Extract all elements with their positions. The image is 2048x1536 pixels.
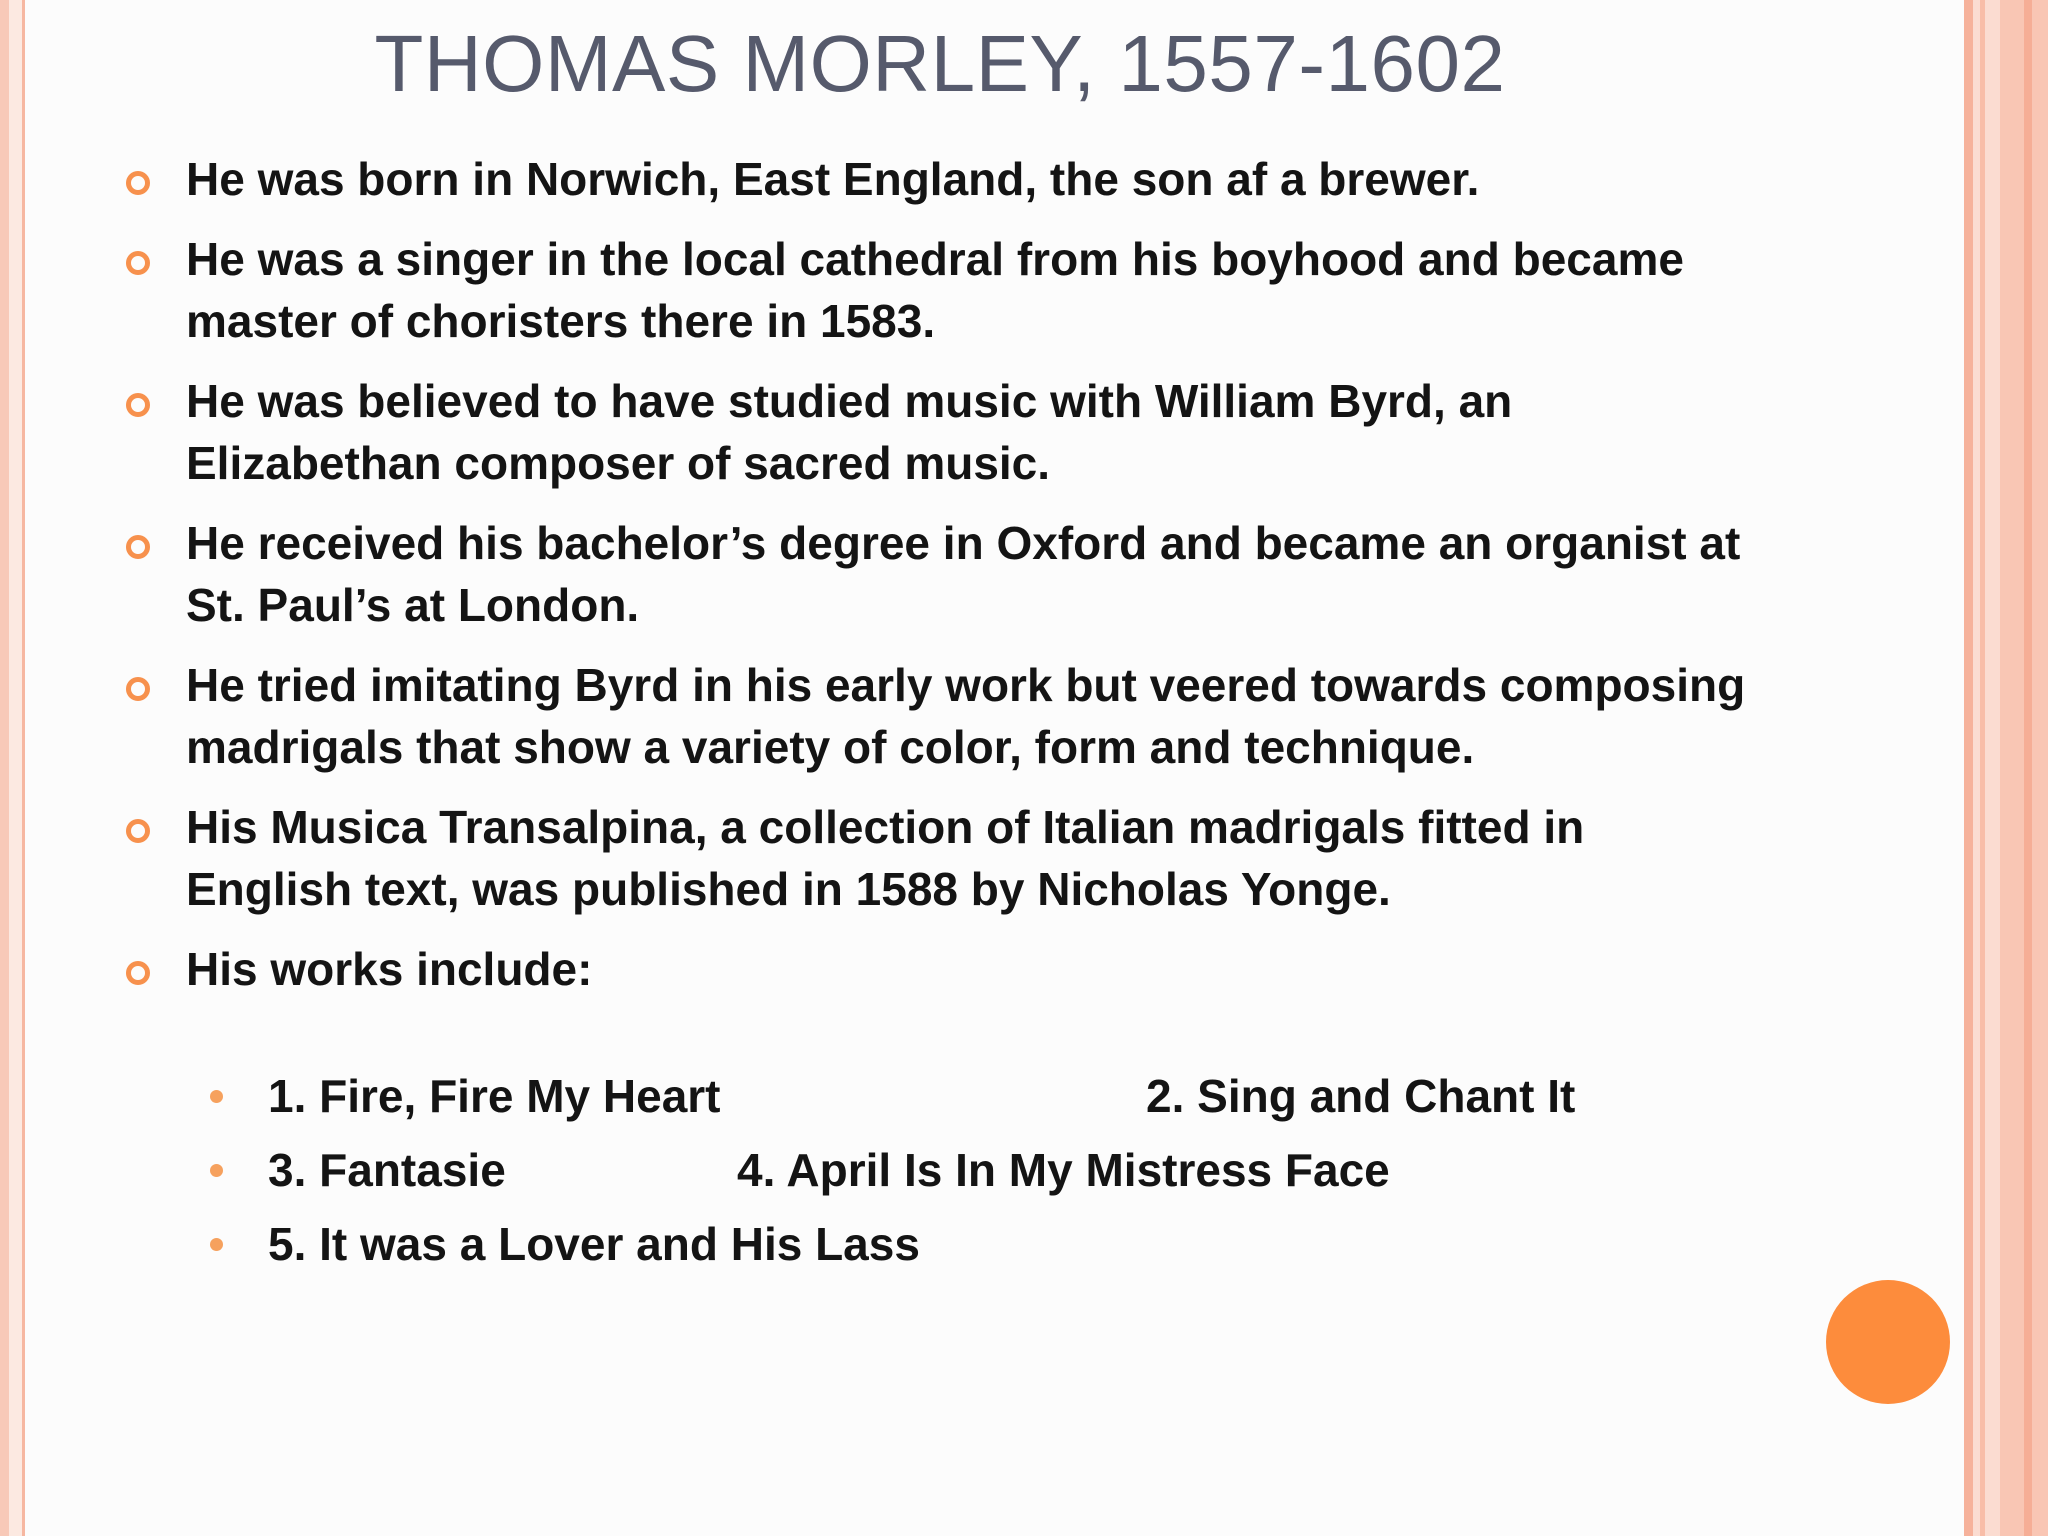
bullet-item	[120, 512, 1760, 636]
bullet-list	[120, 148, 1760, 1018]
bullet-ring-icon	[126, 819, 150, 843]
works-row	[204, 1059, 1704, 1133]
bullet-text: He tried imitating Byrd in his early work but veered towards composing madrigals that show a variety of color, form and technique.	[186, 659, 1746, 773]
bullet-item	[120, 148, 1760, 210]
works-row	[204, 1207, 1704, 1281]
left-edge-line	[22, 0, 25, 1536]
right-frame-stripe	[2024, 0, 2032, 1536]
right-frame-stripe	[1980, 0, 1985, 1536]
bullet-text: He was born in Norwich, East England, the son af a brewer.	[186, 153, 1480, 205]
left-edge-stripe	[0, 0, 9, 1536]
bullet-ring-icon	[126, 677, 150, 701]
works-row	[204, 1133, 1704, 1207]
work-title: 2. Sing and Chant It	[1146, 1070, 1576, 1122]
bullet-text: His works include:	[186, 943, 593, 995]
bullet-item	[120, 228, 1760, 352]
bullet-item	[120, 938, 1760, 1000]
slide-title: THOMAS MORLEY, 1557-1602	[374, 19, 1506, 108]
right-frame-stripe	[1964, 0, 1973, 1536]
bullet-ring-icon	[126, 535, 150, 559]
bullet-ring-icon	[126, 393, 150, 417]
work-title: 3. Fantasie	[268, 1144, 506, 1196]
sub-bullet-dot-icon	[210, 1238, 223, 1251]
accent-circle	[1826, 1280, 1950, 1404]
work-title: 1. Fire, Fire My Heart	[268, 1070, 721, 1122]
bullet-text: He was a singer in the local cathedral from his boyhood and became master of choristers there in 1583.	[186, 233, 1684, 347]
bullet-item	[120, 370, 1760, 494]
bullet-text: His Musica Transalpina, a collection of Italian madrigals fitted in English text, was published in 1588 by Nicholas Yonge.	[186, 801, 1585, 915]
bullet-item	[120, 796, 1760, 920]
bullet-text: He received his bachelor’s degree in Oxford and became an organist at St. Paul’s at London.	[186, 517, 1741, 631]
works-list	[204, 1059, 1704, 1281]
work-title: 5. It was a Lover and His Lass	[268, 1218, 920, 1270]
work-title: 4. April Is In My Mistress Face	[737, 1144, 1390, 1196]
bullet-text: He was believed to have studied music with William Byrd, an Elizabethan composer of sacred music.	[186, 375, 1513, 489]
left-edge-band	[9, 0, 22, 1536]
sub-bullet-dot-icon	[210, 1090, 223, 1103]
sub-bullet-dot-icon	[210, 1164, 223, 1177]
bullet-ring-icon	[126, 961, 150, 985]
bullet-ring-icon	[126, 251, 150, 275]
bullet-ring-icon	[126, 171, 150, 195]
bullet-item	[120, 654, 1760, 778]
